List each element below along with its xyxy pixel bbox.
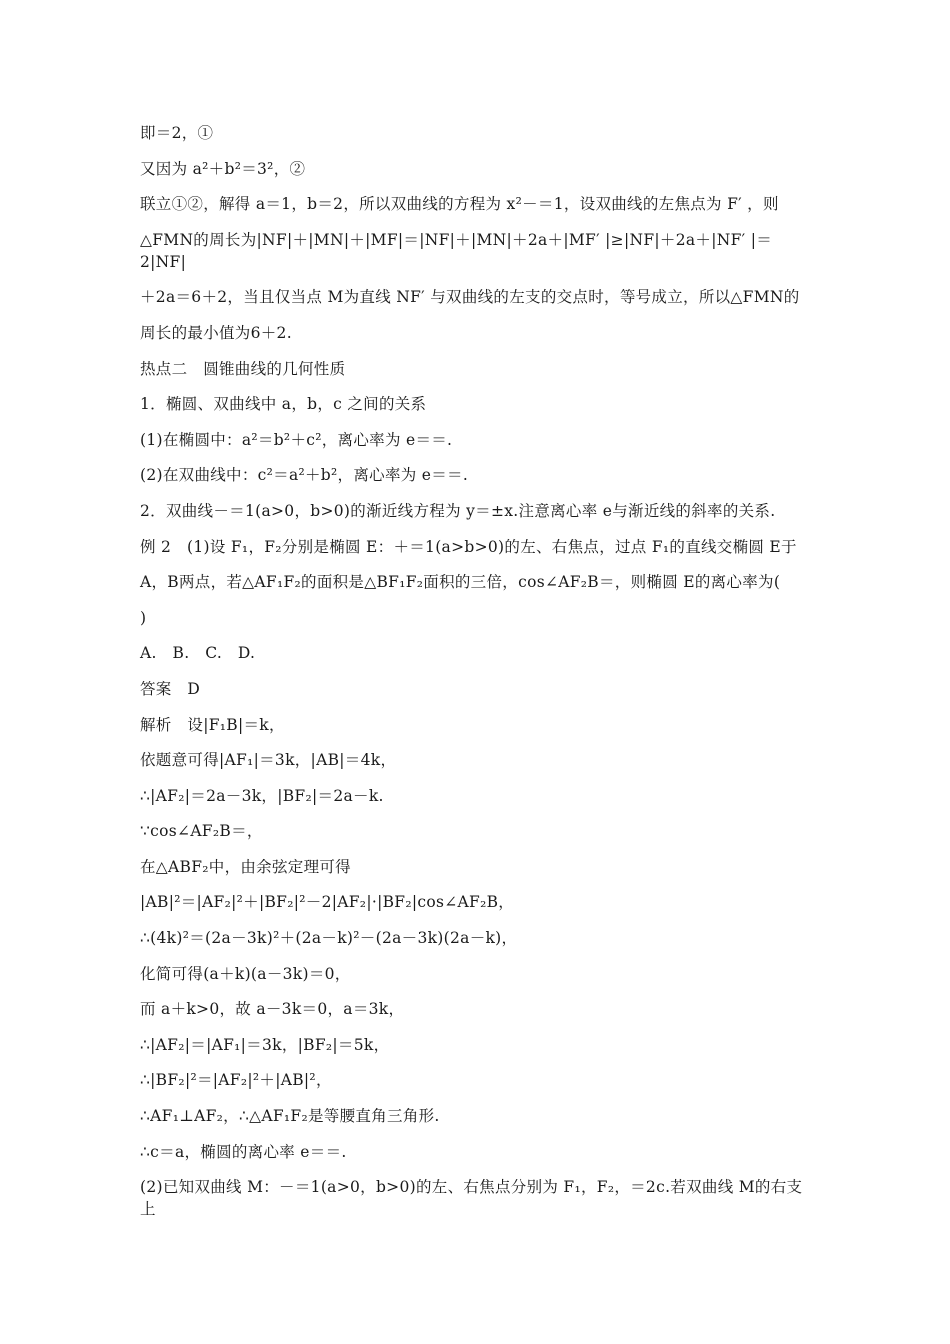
text-line: ∴c＝a，椭圆的离心率 e＝＝. xyxy=(140,1142,347,1161)
text-line: ∴|AF₂|＝|AF₁|＝3k，|BF₂|＝5k， xyxy=(140,1035,390,1054)
text-line: ∴AF₁⊥AF₂，∴△AF₁F₂是等腰直角三角形. xyxy=(140,1107,440,1126)
solution-start: 解析 设|F₁B|＝k， xyxy=(140,715,285,734)
text-line: ∴|AF₂|＝2a－3k，|BF₂|＝2a－k. xyxy=(140,786,384,805)
answer-line: 答案 D xyxy=(140,679,201,698)
text-line: △FMN的周长为|NF|＋|MN|＋|MF|＝|NF|＋|MN|＋2a＋|MF′ |≥|NF|＋2a＋|NF′ |＝2|NF| xyxy=(140,230,773,271)
text-line: ∴(4k)²＝(2a－3k)²＋(2a－k)²－(2a－3k)(2a－k)， xyxy=(140,929,518,948)
text-line: 又因为 a²＋b²＝3²，② xyxy=(140,159,306,178)
text-line: 依题意可得|AF₁|＝3k，|AB|＝4k， xyxy=(140,751,397,770)
text-line: 联立①②，解得 a＝1，b＝2，所以双曲线的方程为 x²－＝1，设双曲线的左焦点为 F′ ，则 xyxy=(140,195,779,214)
answer-options: A. B. C. D. xyxy=(140,644,256,663)
text-line: ＋2a＝6＋2，当且仅当点 M为直线 NF′ 与双曲线的左支的交点时，等号成立，所以△FMN的 xyxy=(140,288,800,307)
text-line: ) xyxy=(140,608,147,627)
text-line: |AB|²＝|AF₂|²＋|BF₂|²－2|AF₂|·|BF₂|cos∠AF₂B， xyxy=(140,893,515,912)
text-line: 在△ABF₂中，由余弦定理可得 xyxy=(140,857,351,876)
text-line: ∵cos∠AF₂B＝， xyxy=(140,822,263,841)
section-heading: 热点二 圆锥曲线的几何性质 xyxy=(140,359,346,378)
text-line: A，B两点，若△AF₁F₂的面积是△BF₁F₂面积的三倍，cos∠AF₂B＝，则椭圆 E的离心率为( xyxy=(140,573,781,592)
example-heading: 例 2 (1)设 F₁，F₂分别是椭圆 E：＋＝1(a>b>0)的左、右焦点，过点 F₁的直线交椭圆 E于 xyxy=(140,537,797,556)
text-line: 周长的最小值为6＋2. xyxy=(140,323,292,342)
text-line: (2)在双曲线中：c²＝a²＋b²，离心率为 e＝＝. xyxy=(140,466,469,485)
text-line: 化简可得(a＋k)(a－3k)＝0， xyxy=(140,964,351,983)
document-page xyxy=(140,122,812,1234)
text-line: ∴|BF₂|²＝|AF₂|²＋|AB|²， xyxy=(140,1071,332,1090)
text-line: (2)已知双曲线 M：－＝1(a>0，b>0)的左、右焦点分别为 F₁，F₂，＝2c.若双曲线 M的右支上 xyxy=(140,1178,803,1219)
text-line: 2．双曲线－＝1(a>0，b>0)的渐近线方程为 y＝±x.注意离心率 e与渐近线的斜率的关系. xyxy=(140,501,776,520)
text-line: (1)在椭圆中：a²＝b²＋c²，离心率为 e＝＝. xyxy=(140,430,453,449)
text-line: 1．椭圆、双曲线中 a，b，c 之间的关系 xyxy=(140,395,427,414)
text-line: 即＝2，① xyxy=(140,124,214,142)
text-line: 而 a＋k>0，故 a－3k＝0，a＝3k， xyxy=(140,1000,405,1019)
